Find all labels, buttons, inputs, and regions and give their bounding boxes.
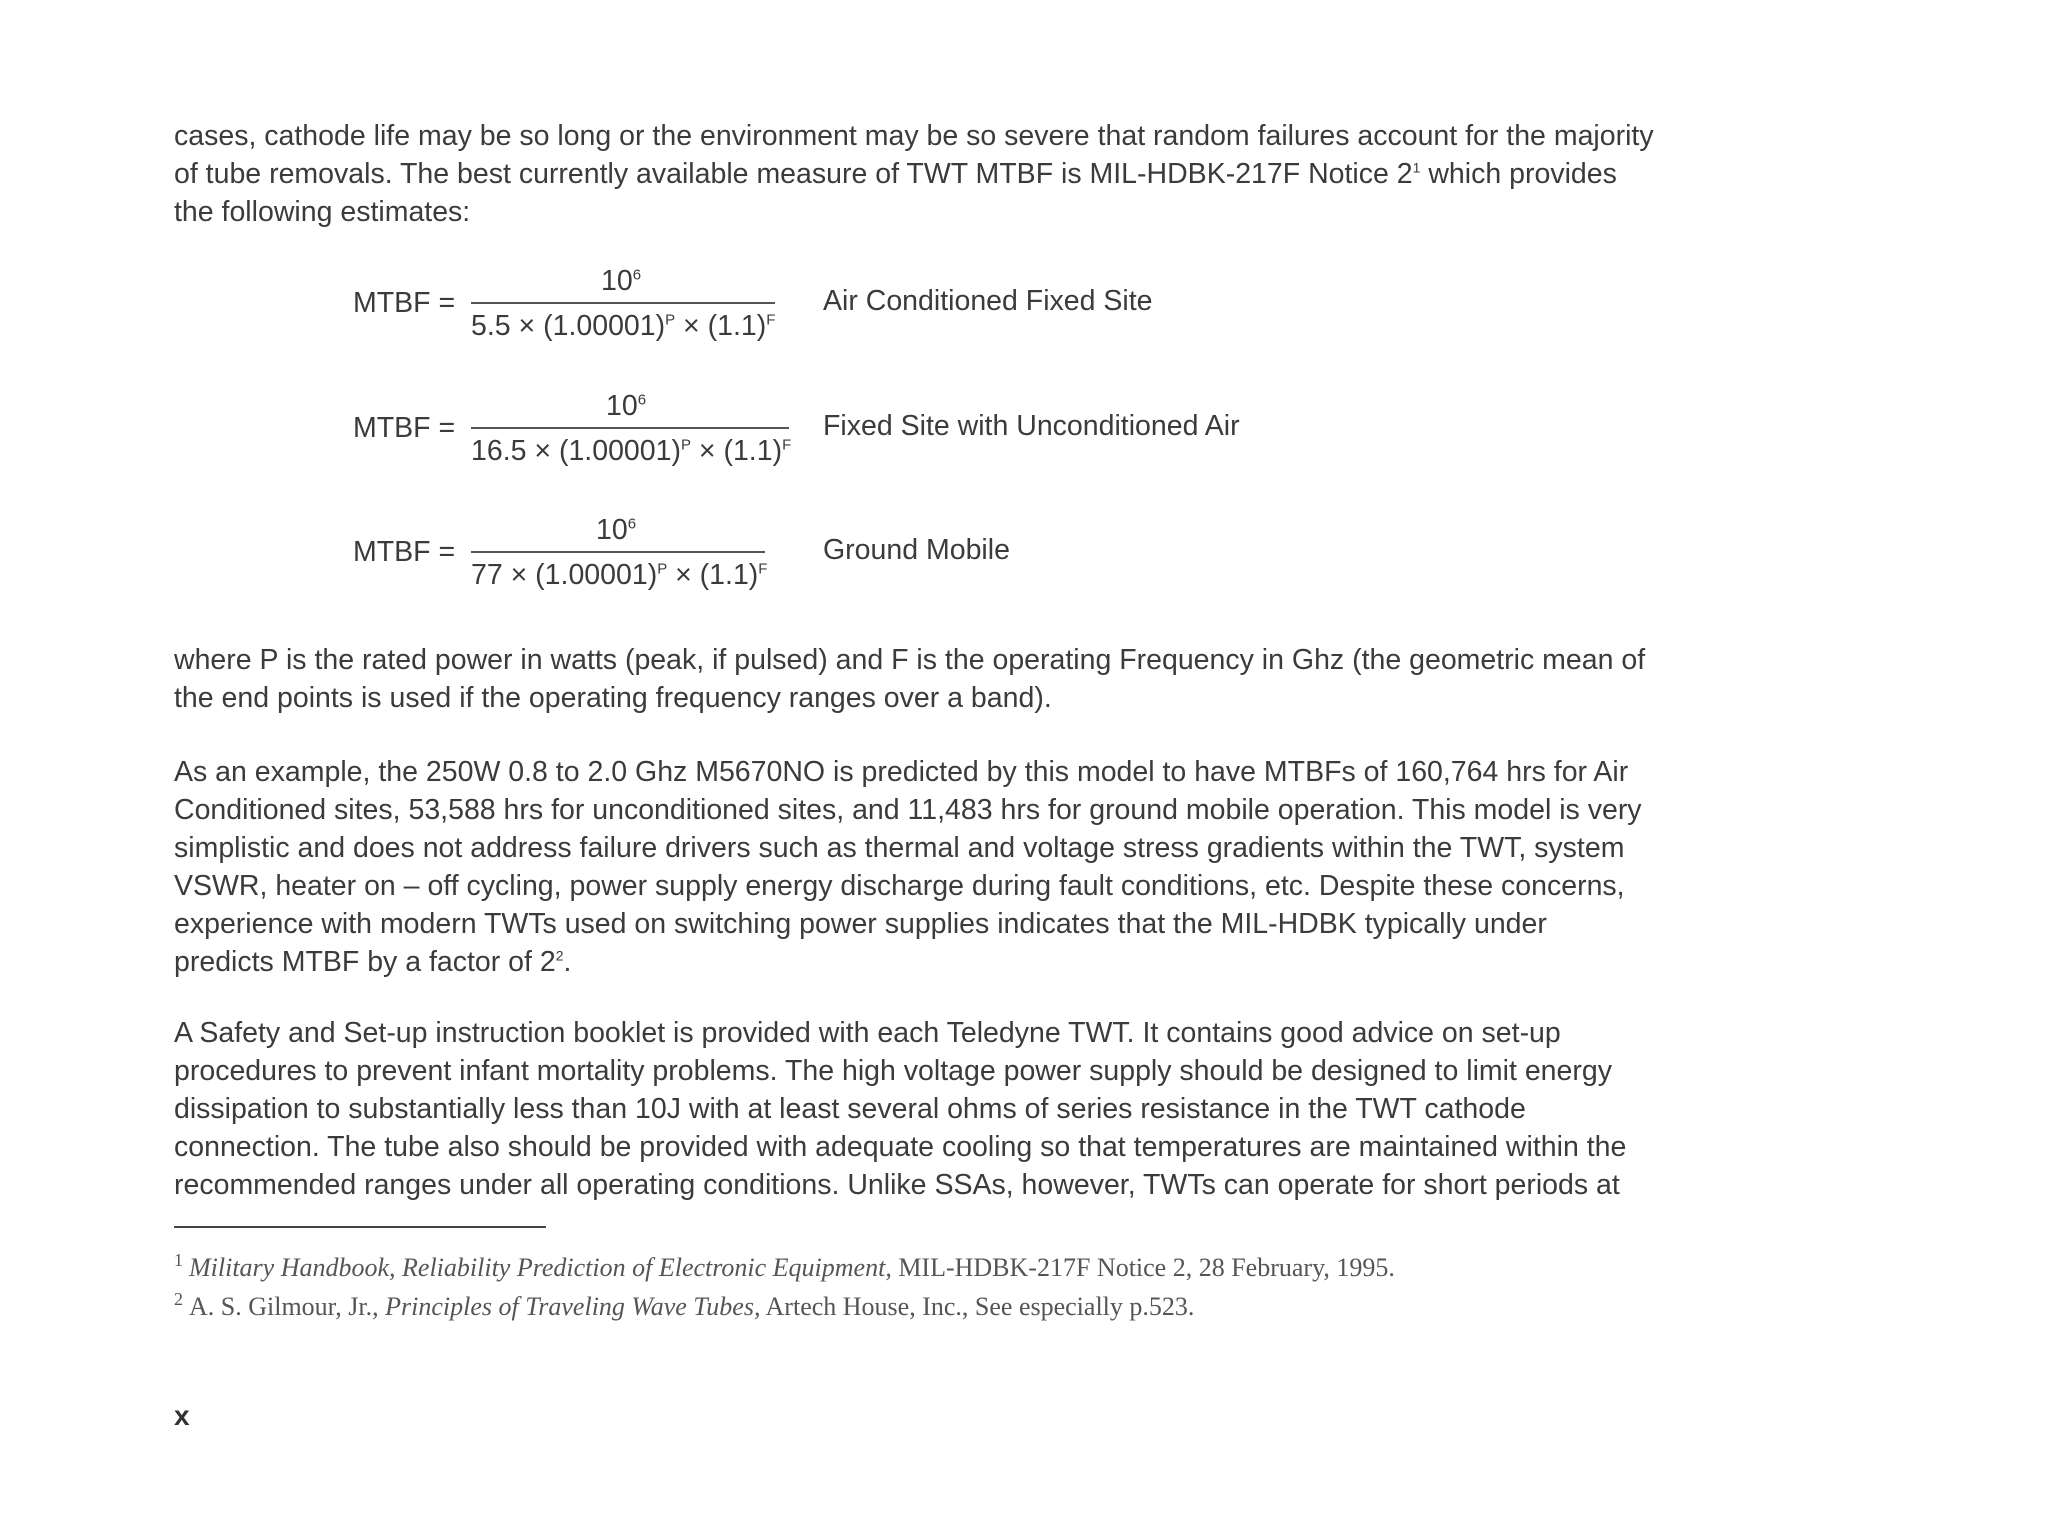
safety-line-3: dissipation to substantially less than 10J with at least several ohms of series resistance in the TWT cathode — [174, 1093, 1526, 1125]
formula-lhs: MTBF = — [353, 412, 456, 444]
formula-lhs: MTBF = — [353, 287, 456, 319]
fraction-bar — [471, 427, 789, 429]
where-line-2: the end points is used if the operating frequency ranges over a band). — [174, 682, 1052, 714]
formula-numerator: $10^6$ — [596, 514, 637, 546]
example-line-6: predicts MTBF by a factor of 2$^2$. — [174, 946, 572, 978]
footnote-ref-2: 2 — [555, 947, 564, 964]
intro-paragraph — [174, 117, 1794, 231]
formula-denominator: $16.5 \times (1.00001)^P \times (1.1)^F$ — [471, 435, 792, 467]
example-line-1: As an example, the 250W 0.8 to 2.0 Ghz M5670NO is predicted by this model to have MTBFs of 160,764 hrs for Air — [174, 756, 1629, 788]
footnote-citation: MIL-HDBK-217F Notice 2, 28 February, 1995. — [891, 1253, 1395, 1282]
mtbf-formula-unconditioned-air — [353, 390, 1553, 480]
footnote-title: Military Handbook, Reliability Prediction of Electronic Equipment, — [189, 1253, 892, 1282]
formula-denominator: $5.5 \times (1.00001)^P \times (1.1)^F$ — [471, 310, 776, 342]
footnote-title: Principles of Traveling Wave Tubes, — [385, 1292, 761, 1321]
mtbf-formula-ground-mobile — [353, 514, 1553, 604]
intro-line-3: the following estimates: — [174, 196, 471, 228]
fraction-bar — [471, 302, 775, 304]
footnote-ref-1: 1 — [1412, 159, 1421, 176]
footnote-1 — [174, 1250, 1395, 1283]
example-line-4: VSWR, heater on – off cycling, power supply energy discharge during fault conditions, etc. Despite these concerns, — [174, 870, 1625, 902]
example-line-2: Conditioned sites, 53,588 hrs for unconditioned sites, and 11,483 hrs for ground mobile operation. This model is very — [174, 794, 1642, 826]
safety-line-1: A Safety and Set-up instruction booklet is provided with each Teledyne TWT. It contains good advice on set-up — [174, 1017, 1561, 1049]
safety-line-4: connection. The tube also should be provided with adequate cooling so that temperatures are maintained within the — [174, 1131, 1627, 1163]
mtbf-formula-air-conditioned — [353, 265, 1553, 355]
example-line-5: experience with modern TWTs used on switching power supplies indicates that the MIL-HDBK typically under — [174, 908, 1547, 940]
formula-denominator: $77 \times (1.00001)^P \times (1.1)^F$ — [471, 559, 768, 591]
footnote-2 — [174, 1289, 1195, 1322]
footnote-separator — [174, 1226, 546, 1228]
example-paragraph — [174, 753, 1794, 981]
formula-description: Ground Mobile — [823, 534, 1010, 566]
safety-line-2: procedures to prevent infant mortality problems. The high voltage power supply should be designed to limit energy — [174, 1055, 1612, 1087]
footnote-citation: Artech House, Inc., See especially p.523. — [760, 1292, 1195, 1321]
formula-numerator: $10^6$ — [606, 390, 647, 422]
footnote-author: A. S. Gilmour, Jr., — [189, 1292, 386, 1321]
formula-description: Air Conditioned Fixed Site — [823, 285, 1153, 317]
example-line-3: simplistic and does not address failure drivers such as thermal and voltage stress gradients within the TWT, system — [174, 832, 1625, 864]
page-number: x — [174, 1400, 190, 1431]
formula-lhs: MTBF = — [353, 536, 456, 568]
safety-paragraph — [174, 1014, 1794, 1204]
fraction-bar — [471, 551, 765, 553]
formula-description: Fixed Site with Unconditioned Air — [823, 410, 1240, 442]
variable-definition-paragraph — [174, 641, 1794, 717]
intro-line-2: of tube removals. The best currently available measure of TWT MTBF is MIL-HDBK-217F Notice 2$^1$ which provides — [174, 158, 1617, 190]
footnote-number: 2 — [174, 1289, 183, 1310]
where-line-1: where P is the rated power in watts (peak, if pulsed) and F is the operating Frequency in Ghz (the geometric mean of — [174, 644, 1646, 676]
intro-line-1: cases, cathode life may be so long or the environment may be so severe that random failures account for the majority — [174, 120, 1654, 152]
safety-line-5: recommended ranges under all operating conditions. Unlike SSAs, however, TWTs can operate for short periods at — [174, 1169, 1620, 1201]
footnote-number: 1 — [174, 1250, 183, 1271]
formula-numerator: $10^6$ — [601, 265, 642, 297]
